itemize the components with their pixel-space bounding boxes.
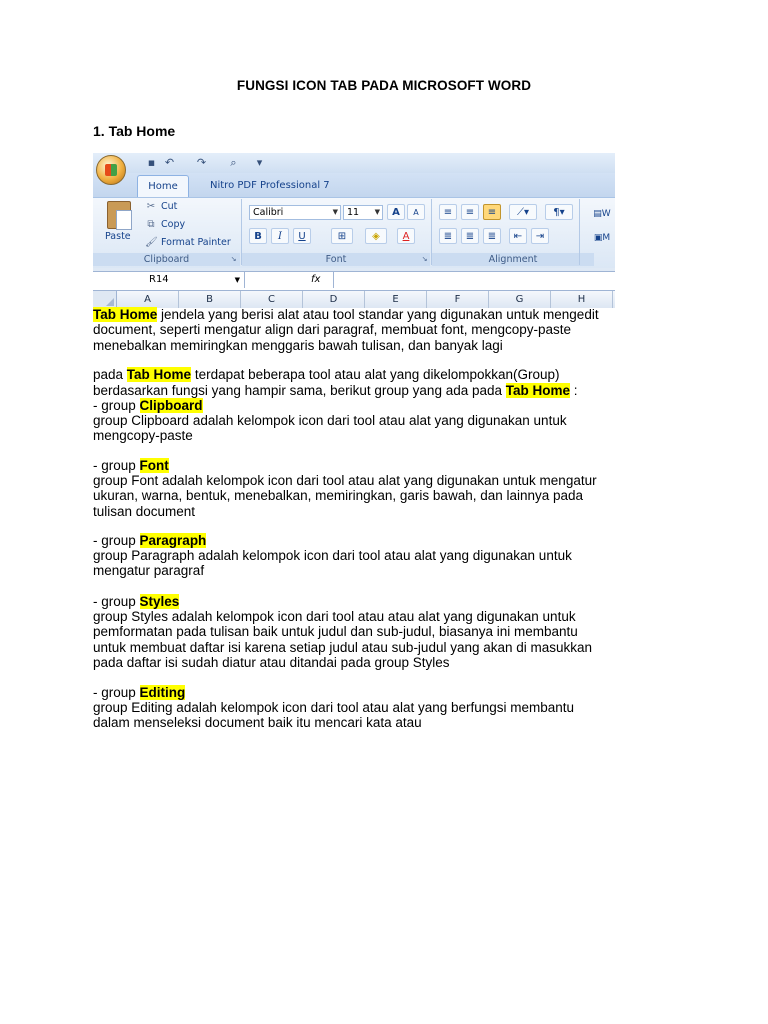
align-center-icon: ≣ <box>461 228 479 244</box>
highlight-term: Tab Home <box>126 367 192 382</box>
column-header: G <box>489 291 551 308</box>
copy-icon: ⧉ <box>147 219 155 230</box>
group-prefix: - group <box>93 398 140 413</box>
chevron-down-icon: ▼ <box>332 208 338 216</box>
column-header: F <box>427 291 489 308</box>
group-heading <box>93 458 169 473</box>
groups-intro-text: pada <box>93 367 127 382</box>
formula-divider <box>333 272 334 288</box>
font-color-icon: A <box>397 228 415 244</box>
wrap-text-label: W <box>601 209 611 219</box>
border-icon: ⊞ <box>331 228 353 244</box>
format-painter-icon: 🖌 <box>145 237 158 248</box>
font-name-combo <box>249 205 341 220</box>
column-header: A <box>117 291 179 308</box>
wrap-text-icon: ▤W <box>593 209 611 219</box>
group-description-line: pada daftar isi sudah diatur atau ditandai pada group Styles <box>93 654 450 670</box>
group-name-highlight: Styles <box>139 594 180 609</box>
group-heading <box>93 533 206 548</box>
group-description-line: mengatur paragraf <box>93 563 205 579</box>
merge-icon: ▣M <box>593 233 611 243</box>
clipboard-launcher-icon: ↘ <box>230 255 237 263</box>
cut-item <box>145 201 177 212</box>
group-separator <box>579 199 580 265</box>
name-box-value: R14 <box>149 274 169 285</box>
intro-text: jendela yang berisi alat atau tool standar yang digunakan untuk mengedit <box>157 307 599 322</box>
intro-line-1 <box>93 307 599 322</box>
save-icon: ▪ <box>147 156 156 169</box>
font-size-value: 11 <box>347 207 360 218</box>
paragraph-direction-icon: ¶▾ <box>545 204 573 220</box>
bold-icon: B <box>249 228 267 244</box>
align-left-icon: ≣ <box>439 228 457 244</box>
group-description-line: group Editing adalah kelompok icon dari tool atau alat yang berfungsi membantu <box>93 700 575 716</box>
tab-home: Home <box>137 175 189 197</box>
italic-icon: I <box>271 228 289 244</box>
align-top-icon: ≡ <box>439 204 457 220</box>
decrease-indent-icon: ⇤ <box>509 228 527 244</box>
groups-intro-line-2 <box>93 383 578 398</box>
group-description-line: ukuran, warna, bentuk, menebalkan, memiringkan, garis bawah, dan lainnya pada <box>93 488 584 504</box>
font-name-value: Calibri <box>253 207 284 218</box>
font-group-label: Font <box>242 253 430 266</box>
orientation-icon: ⟋▾ <box>509 204 537 220</box>
group-description-line: dalam menseleksi document baik itu mencari kata atau <box>93 715 422 731</box>
group-description-line: group Font adalah kelompok icon dari tool atau alat yang digunakan untuk mengatur <box>93 473 597 489</box>
group-prefix: - group <box>93 685 140 700</box>
group-name-highlight: Clipboard <box>139 398 203 413</box>
group-description-line: group Clipboard adalah kelompok icon dari tool atau alat yang digunakan untuk <box>93 413 567 429</box>
chevron-down-icon: ▼ <box>234 276 240 284</box>
undo-icon: ↶ <box>164 156 175 169</box>
column-header: D <box>303 291 365 308</box>
font-size-combo <box>343 205 383 220</box>
office-button-icon <box>96 155 126 185</box>
highlight-term: Tab Home <box>505 383 571 398</box>
fx-icon: fx <box>311 274 321 285</box>
name-box <box>93 272 245 288</box>
group-heading <box>93 398 203 413</box>
page-title: FUNGSI ICON TAB PADA MICROSOFT WORD <box>236 78 532 93</box>
print-preview-icon: ⌕ <box>230 156 237 169</box>
column-header: C <box>241 291 303 308</box>
align-bottom-icon: ≡ <box>483 204 501 220</box>
format-painter-label: Format Painter <box>161 237 231 248</box>
font-shrink-icon: A <box>407 204 425 220</box>
clipboard-group-label: Clipboard <box>93 253 240 266</box>
group-name-highlight: Editing <box>139 685 186 700</box>
format-painter-item <box>145 237 231 248</box>
column-header: H <box>551 291 613 308</box>
underline-icon: U <box>293 228 311 244</box>
paste-label: Paste <box>105 231 131 242</box>
paste-icon <box>107 201 131 229</box>
alignment-group-label: Alignment <box>432 253 594 266</box>
group-description-line: pemformatan pada tulisan baik untuk judul dan sub-judul, biasanya ini membantu <box>93 624 578 640</box>
intro-line-3: menebalkan memiringkan menggaris bawah tulisan, dan banyak lagi <box>93 338 503 353</box>
copy-label: Copy <box>161 219 186 230</box>
merge-label: M <box>602 233 611 243</box>
font-launcher-icon: ↘ <box>421 255 428 263</box>
cut-label: Cut <box>161 201 178 212</box>
groups-intro-text: : <box>570 383 578 398</box>
increase-indent-icon: ⇥ <box>531 228 549 244</box>
group-description-line: untuk membuat daftar isi karena setiap judul atau sub-judul yang akan di masukkan <box>93 639 593 655</box>
ribbon-screenshot <box>93 153 615 308</box>
group-prefix: - group <box>93 458 140 473</box>
group-heading <box>93 685 185 700</box>
group-prefix: - group <box>93 533 140 548</box>
groups-intro-text: berdasarkan fungsi yang hampir sama, berikut group yang ada pada <box>93 383 506 398</box>
column-header: B <box>179 291 241 308</box>
tab-nitro-pdf: Nitro PDF Professional 7 <box>210 180 330 191</box>
chevron-down-icon: ▼ <box>374 208 380 216</box>
column-header: E <box>365 291 427 308</box>
fill-color-icon: ◈ <box>365 228 387 244</box>
align-middle-icon: ≡ <box>461 204 479 220</box>
customize-qat-icon: ▾ <box>256 156 263 169</box>
groups-intro-line-1 <box>93 367 560 382</box>
redo-icon: ↷ <box>196 156 207 169</box>
copy-item <box>145 219 185 230</box>
group-description-line: tulisan document <box>93 503 196 519</box>
group-description-line: mengcopy-paste <box>93 428 193 444</box>
intro-line-2: document, seperti mengatur align dari paragraf, membuat font, mengcopy-paste <box>93 322 572 337</box>
groups-intro-text: terdapat beberapa tool atau alat yang dikelompokkan(Group) <box>191 367 560 382</box>
group-heading <box>93 594 179 609</box>
section-heading: 1. Tab Home <box>93 123 176 139</box>
select-all-corner <box>93 291 117 308</box>
group-description-line: group Paragraph adalah kelompok icon dari tool atau alat yang digunakan untuk <box>93 548 572 564</box>
align-right-icon: ≣ <box>483 228 501 244</box>
highlight-term: Tab Home <box>93 307 158 322</box>
group-description-line: group Styles adalah kelompok icon dari tool atau atau alat yang digunakan untuk <box>93 609 576 625</box>
font-grow-icon: A <box>387 204 405 220</box>
group-name-highlight: Paragraph <box>139 533 207 548</box>
group-name-highlight: Font <box>139 458 169 473</box>
group-prefix: - group <box>93 594 140 609</box>
cut-icon: ✂ <box>146 201 156 212</box>
